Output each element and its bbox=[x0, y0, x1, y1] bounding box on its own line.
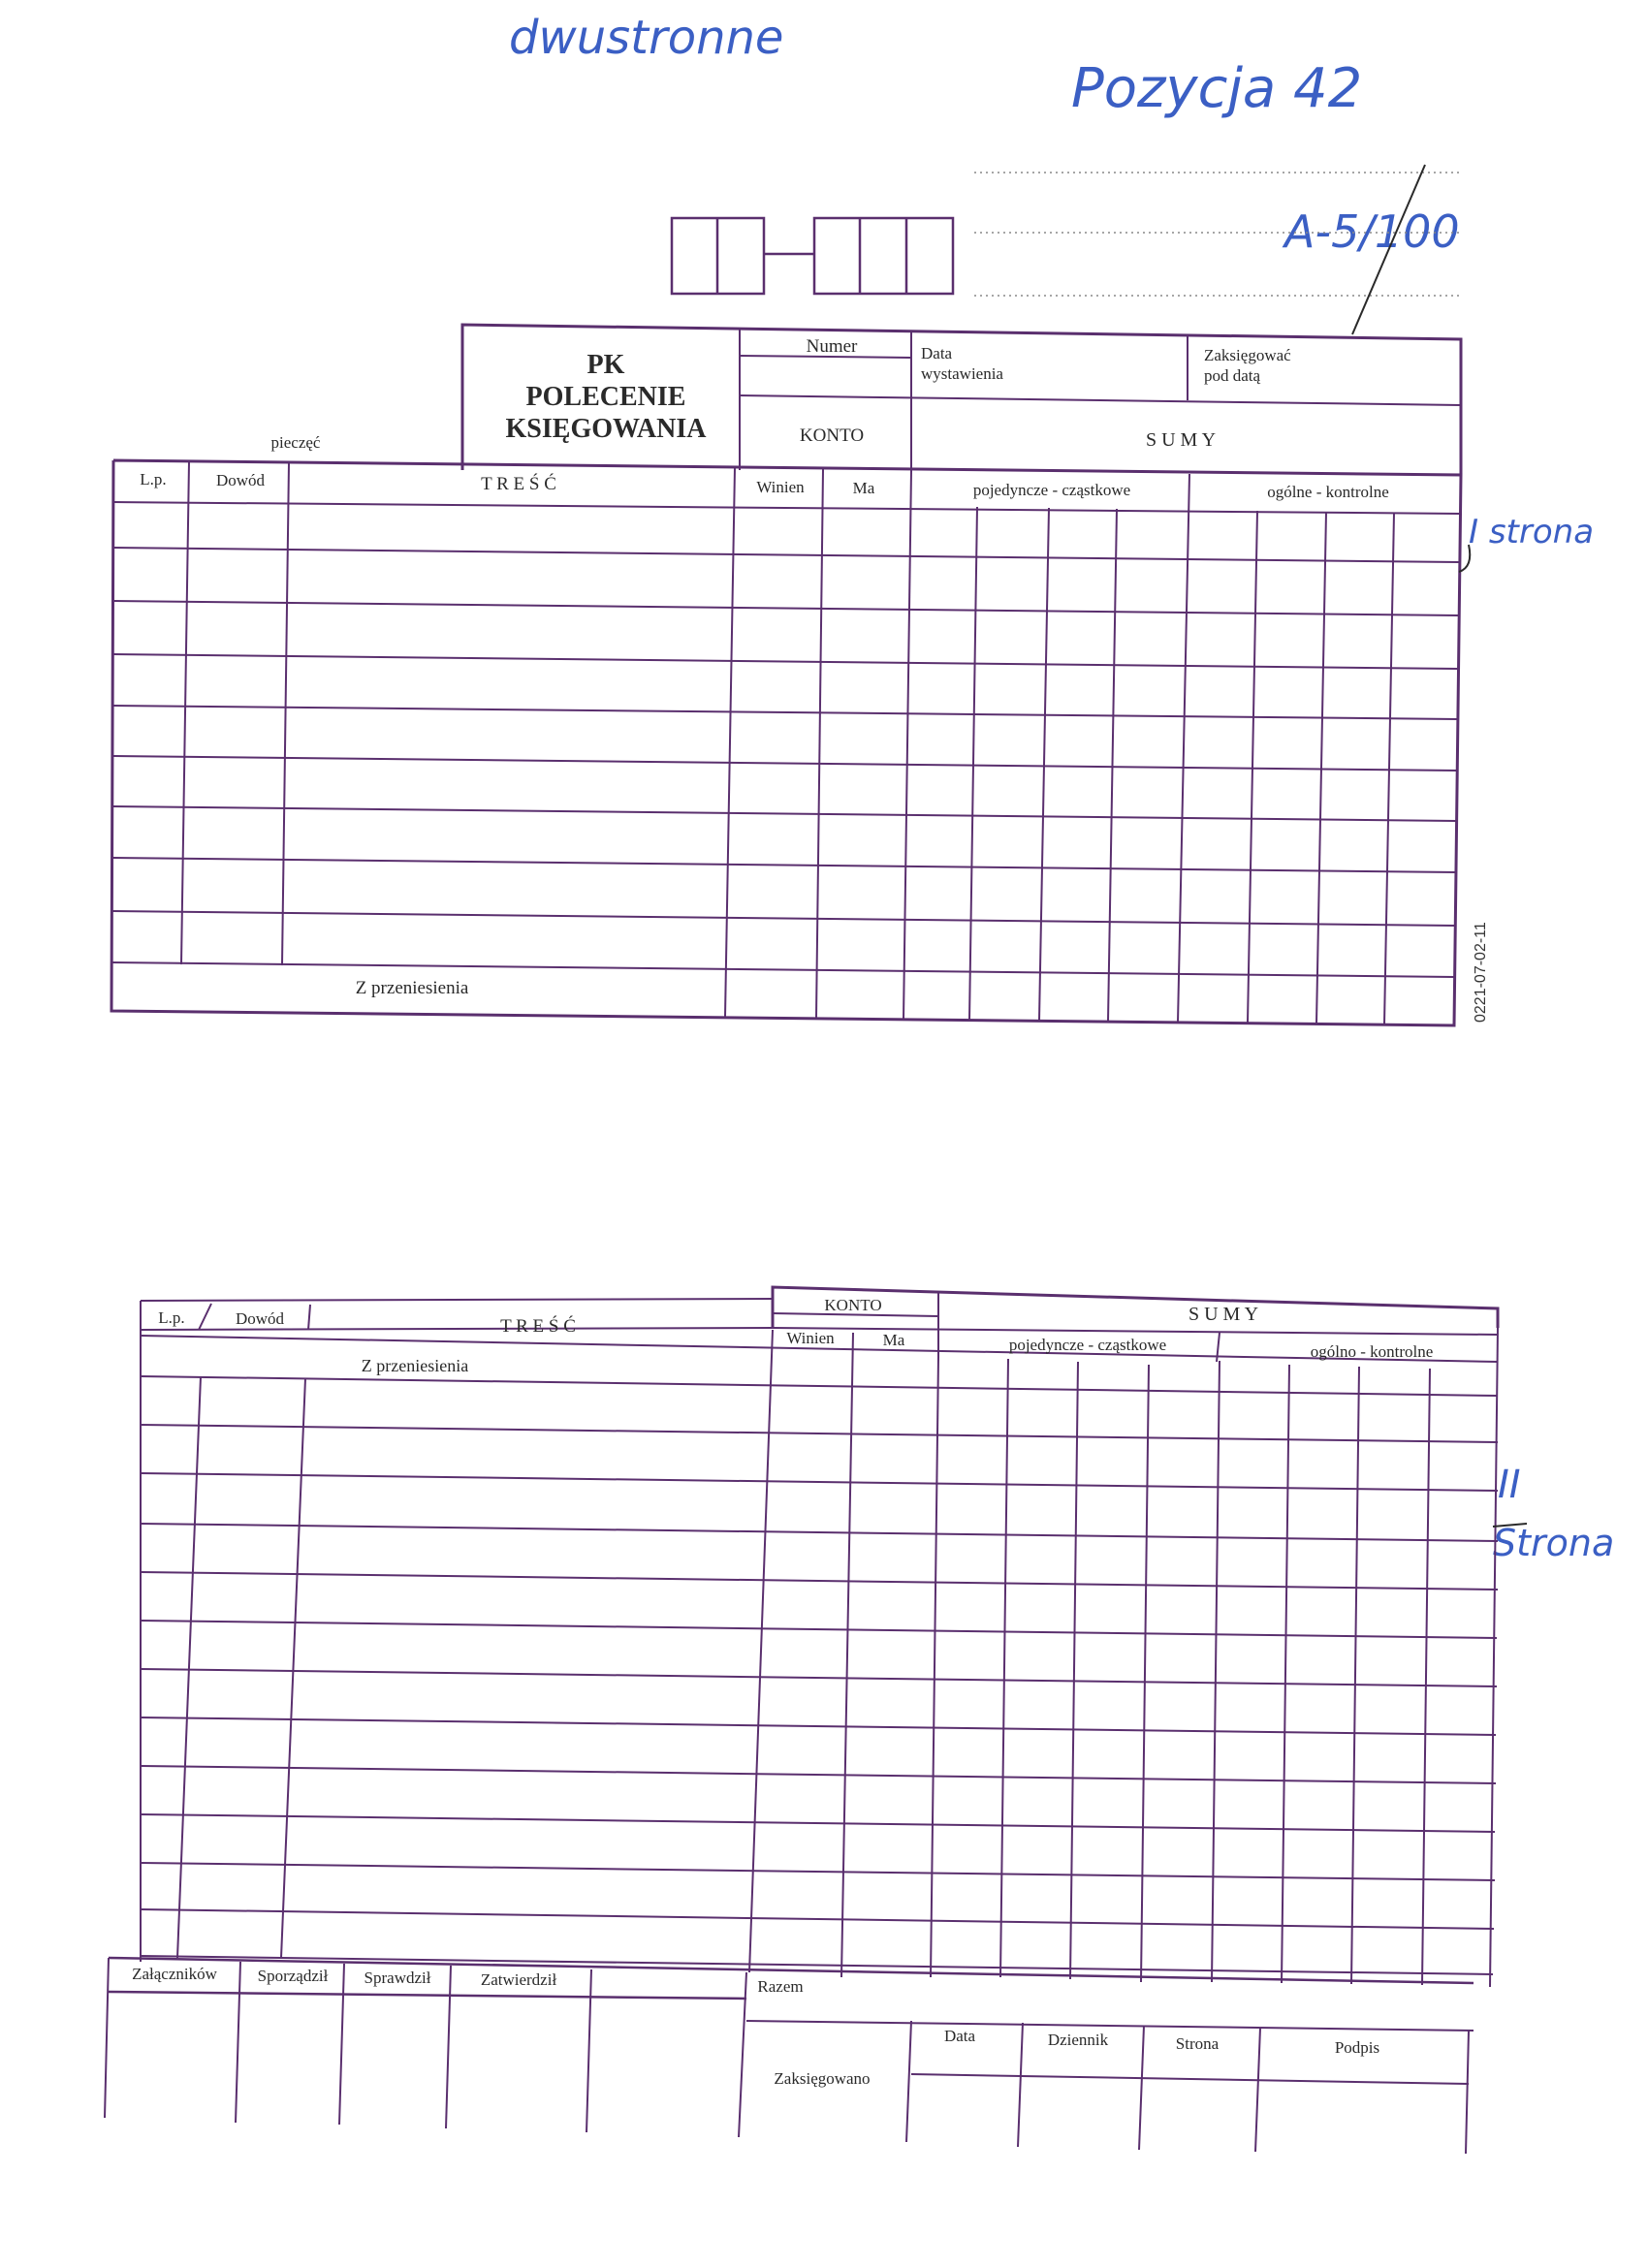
attachments-label: Załączników bbox=[132, 1965, 217, 1983]
col-single-2: pojedyncze - cząstkowe bbox=[1008, 1336, 1167, 1354]
posted-label: Zaksięgowano bbox=[774, 2069, 871, 2088]
number-boxes bbox=[672, 218, 953, 294]
col-content-2: T R E Ś Ć bbox=[500, 1316, 576, 1337]
col-content: T R E Ś Ć bbox=[481, 474, 556, 494]
handwritten-side-two-numeral: II bbox=[1498, 1463, 1521, 1507]
account-label: KONTO bbox=[799, 425, 865, 446]
total-label: Razem bbox=[757, 1977, 804, 1996]
journal-label: Dziennik bbox=[1047, 2031, 1109, 2049]
col-single: pojedyncze - cząstkowe bbox=[972, 481, 1131, 499]
col-debit-2: Winien bbox=[786, 1329, 835, 1347]
col-credit: Ma bbox=[852, 479, 875, 497]
form-title-pk: PK bbox=[586, 350, 625, 380]
form-title-ksiegowania: KSIĘGOWANIA bbox=[505, 414, 707, 444]
handwritten-side-two-word: Strona bbox=[1493, 1522, 1615, 1564]
col-lp-2: L.p. bbox=[158, 1308, 185, 1327]
side-two-form bbox=[105, 1287, 1498, 2154]
approved-label: Zatwierdził bbox=[480, 1970, 557, 1989]
col-proof: Dowód bbox=[215, 471, 266, 489]
col-total-2: ogólno - kontrolne bbox=[1310, 1342, 1434, 1361]
col-proof-2: Dowód bbox=[235, 1309, 285, 1328]
handwritten-two-sided-note: dwustronne bbox=[509, 11, 784, 65]
col-credit-2: Ma bbox=[882, 1331, 905, 1349]
side-two-grid bbox=[105, 1287, 1498, 2154]
post-date-label-1: Zaksięgować bbox=[1204, 346, 1291, 364]
post-date-label-2: pod datą bbox=[1204, 366, 1261, 385]
signature-label: Podpis bbox=[1334, 2038, 1380, 2057]
issue-date-label-2: wystawienia bbox=[921, 364, 1003, 383]
checked-label: Sprawdził bbox=[364, 1969, 431, 1987]
col-debit: Winien bbox=[756, 478, 805, 496]
col-lp: L.p. bbox=[140, 470, 167, 488]
handwritten-position-number: Pozycja 42 bbox=[1071, 57, 1363, 120]
number-label: Numer bbox=[806, 336, 858, 357]
handwritten-strokes bbox=[1352, 165, 1527, 1527]
side-one-grid bbox=[111, 325, 1461, 1025]
carry-over-label: Z przeniesienia bbox=[355, 978, 469, 998]
page-label: Strona bbox=[1175, 2034, 1220, 2053]
side-one-form bbox=[111, 325, 1489, 1025]
form-code-number: 0221-07-02-11 bbox=[1473, 922, 1489, 1023]
account-label-2: KONTO bbox=[824, 1296, 882, 1314]
sums-label-2: S U M Y bbox=[1188, 1304, 1259, 1325]
issue-date-label-1: Data bbox=[921, 344, 953, 362]
handwritten-side-one-label: I strona bbox=[1469, 513, 1595, 551]
handwritten-form-code: A-5/100 bbox=[1284, 205, 1460, 258]
col-total: ogólne - kontrolne bbox=[1267, 483, 1389, 501]
prepared-label: Sporządził bbox=[257, 1967, 329, 1985]
form-title-polecenie: POLECENIE bbox=[525, 382, 686, 412]
date-label: Data bbox=[943, 2027, 976, 2045]
carry-over-label-2: Z przeniesienia bbox=[361, 1356, 469, 1375]
stamp-label: pieczęć bbox=[270, 433, 321, 452]
sums-label: S U M Y bbox=[1145, 429, 1217, 451]
